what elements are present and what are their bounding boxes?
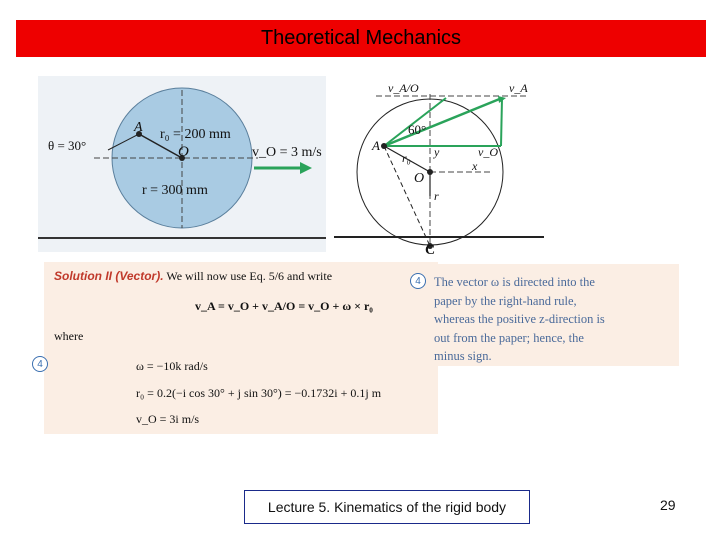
vao-label: v_A/O <box>388 81 419 95</box>
footer-box <box>244 490 530 524</box>
solution-heading: Solution II (Vector). <box>54 269 164 283</box>
point-c-label: C <box>425 243 436 258</box>
r0-label: r₀ = 200 mm <box>160 127 231 142</box>
equation-main: v_A = v_O + v_A/O = v_O + ω × r₀ <box>195 299 373 313</box>
disk-diagram <box>38 76 326 252</box>
point-a-label: A <box>134 120 143 135</box>
note-line-5: minus sign. <box>434 349 492 363</box>
r0-label: r₀ <box>402 151 411 165</box>
vo-label: v_O = 3 m/s <box>252 145 322 160</box>
note-line-4: out from the paper; hence, the <box>434 330 584 345</box>
slide-title: Theoretical Mechanics <box>260 27 462 49</box>
note-box <box>404 264 679 366</box>
point-a <box>381 143 387 149</box>
y-label: y <box>434 145 440 159</box>
equation-vo: v_O = 3i m/s <box>136 412 200 426</box>
center-o-label: O <box>178 144 189 160</box>
note-line-3: whereas the positive z-direction is <box>434 312 605 326</box>
rolling-disk-figure <box>38 76 326 252</box>
equation-r0: r₀ = 0.2(−i cos 30° + j sin 30°) = −0.1732i + 0.1j m <box>136 386 382 400</box>
marker-number: 4 <box>415 275 421 287</box>
radius-label: r = 300 mm <box>142 183 208 198</box>
center-o <box>427 169 433 175</box>
note-line-2: paper by the right-hand rule, <box>434 293 577 308</box>
point-a-label: A <box>372 138 380 153</box>
title-bar <box>16 20 706 57</box>
solution-box <box>37 262 438 434</box>
r-label: r <box>434 189 439 203</box>
equation-omega: ω = −10k rad/s <box>136 359 208 373</box>
note-line-1: The vector ω is directed into the <box>434 275 595 289</box>
x-label: x <box>472 159 478 173</box>
marker-number: 4 <box>37 358 43 370</box>
where-label: where <box>54 329 84 343</box>
vo-label: v_O <box>478 145 498 159</box>
center-o-label: O <box>414 171 425 186</box>
marker-4-icon <box>32 356 48 372</box>
velocity-diagram-figure <box>326 76 550 260</box>
va-label: v_A <box>509 81 528 95</box>
page-number: 29 <box>660 497 676 513</box>
solution-intro-line <box>54 269 332 284</box>
vao-vector <box>501 98 502 146</box>
note-text <box>434 273 672 366</box>
solution-intro: We will now use Eq. 5/6 and write <box>166 269 333 283</box>
footer-text: Lecture 5. Kinematics of the rigid body <box>267 499 507 515</box>
vo-arrowhead <box>300 162 312 174</box>
theta-label: θ = 30° <box>48 138 87 153</box>
velocity-diagram <box>326 76 550 260</box>
angle-label: 60° <box>408 122 427 137</box>
marker-4-icon <box>410 273 426 289</box>
